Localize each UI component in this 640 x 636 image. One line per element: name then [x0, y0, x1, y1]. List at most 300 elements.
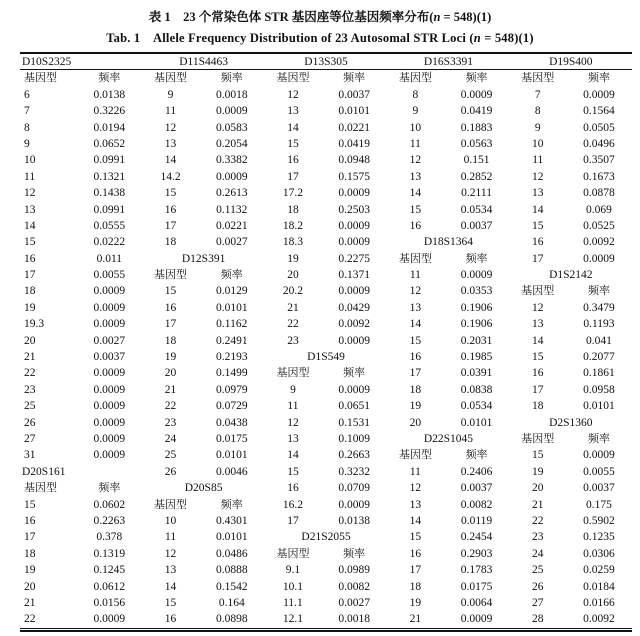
table-row [20, 283, 632, 299]
frequency-cell: 0.2263 [93, 514, 126, 527]
column-group-3 [387, 333, 509, 349]
genotype-cell: 25 [24, 400, 36, 413]
frequency-cell: 0.164 [218, 596, 245, 609]
genotype-cell: 15 [164, 596, 177, 609]
column-group-2 [265, 87, 387, 103]
table-row [20, 611, 632, 627]
column-group-2 [265, 218, 387, 234]
frequency-cell: 0.1542 [215, 580, 248, 593]
genotype-cell: 18 [164, 334, 177, 347]
column-group-0 [20, 447, 142, 463]
column-group-4 [510, 562, 632, 578]
frequency-cell: 0.1009 [338, 432, 370, 445]
frequency-header: 频率 [465, 252, 488, 265]
frequency-cell: 0.0602 [93, 498, 126, 511]
genotype-cell: 22 [24, 613, 36, 626]
genotype-cell: 15 [24, 236, 36, 249]
genotype-cell: 22 [164, 400, 177, 413]
frequency-cell: 0.0037 [583, 482, 615, 495]
genotype-cell: 27 [532, 596, 544, 609]
table-bottom-rule [20, 628, 632, 632]
locus-name: D20S161 [22, 465, 66, 478]
column-group-2 [265, 70, 387, 86]
column-group-3 [387, 546, 509, 562]
column-group-2 [265, 169, 387, 185]
genotype-cell: 10 [532, 137, 544, 150]
column-group-1 [142, 398, 264, 414]
genotype-header: 基因型 [24, 482, 57, 495]
frequency-cell: 0.0009 [215, 170, 248, 183]
genotype-cell: 14 [24, 219, 36, 232]
column-group-0 [20, 415, 142, 431]
genotype-cell: 24 [532, 547, 544, 560]
genotype-cell: 18 [164, 236, 177, 249]
column-group-4 [510, 251, 632, 267]
genotype-cell: 20 [409, 416, 422, 429]
frequency-cell: 0.041 [586, 334, 612, 347]
genotype-cell: 13 [287, 105, 299, 118]
locus-name: D21S2055 [301, 531, 351, 544]
genotype-cell: 10.1 [282, 580, 304, 593]
table-row [20, 562, 632, 578]
column-group-3 [387, 579, 509, 595]
frequency-cell: 0.0018 [215, 88, 248, 101]
genotype-cell: 16 [164, 613, 177, 626]
genotype-cell: 9 [290, 383, 296, 396]
table-row [20, 70, 632, 86]
frequency-cell: 0.378 [96, 531, 123, 544]
genotype-cell: 14 [287, 121, 299, 134]
frequency-cell: 0.1193 [583, 318, 615, 331]
frequency-cell: 0.4301 [215, 514, 248, 527]
genotype-cell: 17 [532, 252, 544, 265]
column-group-4 [510, 185, 632, 201]
frequency-cell: 0.1985 [460, 351, 493, 364]
genotype-cell: 31 [24, 449, 36, 462]
column-group-3 [387, 513, 509, 529]
locus-name: D1S2142 [549, 269, 593, 282]
locus-name: D12S391 [181, 252, 226, 265]
column-group-1 [142, 103, 264, 119]
frequency-cell: 0.0175 [215, 432, 248, 445]
column-group-0 [20, 202, 142, 218]
column-group-3 [387, 480, 509, 496]
frequency-cell: 0.0709 [338, 482, 370, 495]
column-group-3 [387, 234, 509, 250]
frequency-cell: 0.0979 [215, 383, 248, 396]
genotype-cell: 16 [409, 219, 422, 232]
frequency-cell: 0.1235 [583, 531, 615, 544]
genotype-cell: 17 [24, 531, 36, 544]
column-group-2 [265, 382, 387, 398]
table-row [20, 300, 632, 316]
column-group-1 [142, 579, 264, 595]
locus-name: D1S549 [307, 351, 345, 364]
genotype-cell: 14.2 [160, 170, 181, 183]
column-group-3 [387, 120, 509, 136]
frequency-table [20, 52, 632, 632]
genotype-cell: 24 [164, 432, 177, 445]
genotype-cell: 21 [532, 498, 544, 511]
frequency-cell: 0.0009 [93, 367, 126, 380]
title-en-post: = 548)(1) [480, 31, 534, 45]
column-group-3 [387, 185, 509, 201]
genotype-cell: 14 [287, 449, 299, 462]
genotype-cell: 17 [409, 564, 422, 577]
frequency-cell: 0.0612 [93, 580, 126, 593]
genotype-cell: 12 [409, 154, 422, 167]
column-group-2 [265, 316, 387, 332]
genotype-cell: 10 [164, 514, 177, 527]
column-group-1 [142, 513, 264, 529]
column-group-1 [142, 349, 264, 365]
genotype-cell: 8 [534, 105, 541, 118]
locus-name: D22S1045 [423, 432, 474, 445]
column-group-0 [20, 316, 142, 332]
table-titles [0, 9, 640, 47]
column-group-0 [20, 497, 142, 513]
column-group-2 [265, 185, 387, 201]
genotype-cell: 11 [287, 400, 299, 413]
column-group-3 [387, 103, 509, 119]
genotype-cell: 18.3 [282, 236, 304, 249]
table-row [20, 251, 632, 267]
frequency-header: 频率 [587, 72, 610, 85]
frequency-cell: 0.0156 [93, 596, 126, 609]
locus-name: D19S400 [549, 56, 593, 68]
table-row [20, 202, 632, 218]
genotype-cell: 18 [24, 547, 36, 560]
column-group-3 [387, 349, 509, 365]
column-group-2 [265, 136, 387, 152]
column-group-4 [510, 529, 632, 545]
frequency-cell: 0.2054 [215, 137, 248, 150]
column-group-0 [20, 365, 142, 381]
table-row [20, 382, 632, 398]
column-group-0 [20, 546, 142, 562]
genotype-cell: 14 [532, 203, 544, 216]
column-group-2 [265, 365, 387, 381]
genotype-header: 基因型 [154, 498, 188, 511]
genotype-cell: 18 [409, 383, 422, 396]
frequency-cell: 0.0009 [583, 88, 615, 101]
frequency-cell: 0.0525 [583, 219, 615, 232]
genotype-cell: 14 [409, 187, 422, 200]
genotype-cell: 15 [24, 498, 36, 511]
genotype-cell: 22 [24, 367, 36, 380]
genotype-cell: 17 [287, 170, 299, 183]
frequency-cell: 0.3226 [93, 105, 126, 118]
genotype-cell: 21 [164, 383, 177, 396]
column-group-4 [510, 234, 632, 250]
frequency-header: 频率 [465, 72, 488, 85]
genotype-cell: 20 [164, 367, 177, 380]
column-group-1 [142, 611, 264, 627]
column-group-3 [387, 87, 509, 103]
column-group-2 [265, 447, 387, 463]
frequency-cell: 0.0391 [460, 367, 493, 380]
table-row [20, 529, 632, 545]
genotype-cell: 20.2 [282, 285, 304, 298]
column-group-1 [142, 595, 264, 611]
genotype-cell: 12 [409, 285, 422, 298]
frequency-cell: 0.0009 [460, 269, 493, 282]
column-group-1 [142, 283, 264, 299]
genotype-cell: 23 [532, 531, 544, 544]
frequency-cell: 0.1783 [460, 564, 493, 577]
frequency-cell: 0.1132 [216, 203, 248, 216]
column-group-0 [20, 562, 142, 578]
locus-name: D2S1360 [549, 416, 593, 429]
column-group-0 [20, 431, 142, 447]
column-group-4 [510, 70, 632, 86]
frequency-cell: 0.0948 [338, 154, 370, 167]
column-group-2 [265, 103, 387, 119]
frequency-cell: 0.0009 [338, 334, 370, 347]
table-row [20, 152, 632, 168]
genotype-cell: 13 [532, 187, 544, 200]
frequency-cell: 0.0898 [215, 613, 248, 626]
frequency-cell: 0.0101 [215, 531, 248, 544]
title-en-n: n [473, 31, 481, 45]
genotype-cell: 16 [287, 154, 299, 167]
genotype-cell: 13 [24, 203, 36, 216]
table-row [20, 415, 632, 431]
genotype-cell: 11 [409, 137, 421, 150]
frequency-cell: 0.0184 [583, 580, 615, 593]
table-row [20, 234, 632, 250]
column-group-3 [387, 300, 509, 316]
column-group-2 [265, 234, 387, 250]
genotype-cell: 22 [287, 318, 299, 331]
frequency-cell: 0.2503 [338, 203, 370, 216]
column-group-4 [510, 283, 632, 299]
column-group-3 [387, 529, 509, 545]
genotype-cell: 13 [287, 432, 299, 445]
genotype-cell: 17.2 [282, 187, 304, 200]
column-group-2 [265, 546, 387, 562]
frequency-cell: 0.0009 [338, 187, 370, 200]
genotype-cell: 12 [164, 547, 177, 560]
genotype-header: 基因型 [276, 367, 310, 380]
column-group-4 [510, 382, 632, 398]
frequency-cell: 0.0009 [583, 252, 615, 265]
column-group-3 [387, 136, 509, 152]
genotype-cell: 19 [164, 351, 177, 364]
genotype-cell: 22 [532, 514, 544, 527]
frequency-cell: 0.1575 [338, 170, 370, 183]
column-group-1 [142, 136, 264, 152]
locus-name: D16S3391 [423, 56, 474, 68]
genotype-cell: 16 [164, 301, 177, 314]
frequency-header: 频率 [220, 72, 243, 85]
column-group-0 [20, 70, 142, 86]
frequency-cell: 0.0092 [583, 613, 615, 626]
frequency-cell: 0.0092 [583, 236, 615, 249]
frequency-cell: 0.1499 [215, 367, 248, 380]
column-group-0 [20, 513, 142, 529]
column-group-2 [265, 513, 387, 529]
table-row [20, 87, 632, 103]
column-group-4 [510, 480, 632, 496]
column-group-1 [142, 218, 264, 234]
column-group-4 [510, 579, 632, 595]
column-group-4 [510, 333, 632, 349]
frequency-cell: 0.0018 [338, 613, 370, 626]
genotype-cell: 15 [532, 351, 544, 364]
genotype-cell: 14 [532, 334, 544, 347]
column-group-4 [510, 218, 632, 234]
genotype-cell: 19 [409, 400, 422, 413]
genotype-cell: 13 [409, 301, 422, 314]
frequency-cell: 0.0166 [583, 596, 615, 609]
column-group-3 [387, 70, 509, 86]
genotype-cell: 15 [532, 449, 544, 462]
genotype-cell: 11 [532, 154, 544, 167]
column-group-0 [20, 103, 142, 119]
column-group-1 [142, 333, 264, 349]
frequency-cell: 0.0878 [583, 187, 615, 200]
genotype-cell: 16 [164, 203, 177, 216]
column-group-1 [142, 300, 264, 316]
frequency-cell: 0.0175 [460, 580, 493, 593]
column-group-4 [510, 136, 632, 152]
column-group-1 [142, 546, 264, 562]
genotype-cell: 18 [287, 203, 299, 216]
frequency-cell: 0.1564 [583, 105, 615, 118]
column-group-1 [142, 316, 264, 332]
table-row [20, 185, 632, 201]
genotype-cell: 13 [409, 498, 422, 511]
title-zh-post: = 548)(1) [440, 10, 492, 24]
column-group-2 [265, 333, 387, 349]
genotype-cell: 17 [532, 383, 544, 396]
genotype-cell: 26 [24, 416, 36, 429]
column-group-3 [387, 382, 509, 398]
locus-name: D13S305 [304, 56, 348, 68]
genotype-cell: 9.1 [285, 564, 301, 577]
column-group-1 [142, 169, 264, 185]
genotype-cell: 20 [532, 482, 544, 495]
frequency-header: 频率 [465, 449, 488, 462]
frequency-cell: 0.1162 [216, 318, 248, 331]
frequency-cell: 0.0438 [215, 416, 248, 429]
column-group-2 [265, 497, 387, 513]
column-group-0 [20, 185, 142, 201]
genotype-cell: 14 [164, 154, 177, 167]
genotype-cell: 12 [164, 121, 177, 134]
column-group-2 [265, 267, 387, 283]
column-group-4 [510, 464, 632, 480]
column-group-2 [265, 152, 387, 168]
frequency-cell: 0.2613 [215, 187, 248, 200]
table-title-zh [0, 9, 640, 26]
table-row [20, 267, 632, 283]
frequency-cell: 0.0009 [93, 383, 126, 396]
genotype-cell: 19 [24, 564, 36, 577]
frequency-cell: 0.3507 [583, 154, 615, 167]
genotype-cell: 19 [287, 252, 299, 265]
column-group-1 [142, 70, 264, 86]
column-group-3 [387, 398, 509, 414]
frequency-cell: 0.0563 [460, 137, 493, 150]
genotype-header: 基因型 [398, 449, 432, 462]
table-row [20, 218, 632, 234]
genotype-cell: 8 [412, 88, 419, 101]
column-group-4 [510, 316, 632, 332]
frequency-header: 频率 [98, 72, 121, 85]
frequency-cell: 0.1321 [93, 170, 126, 183]
table-row [20, 431, 632, 447]
genotype-cell: 18 [532, 400, 544, 413]
column-group-0 [20, 382, 142, 398]
genotype-cell: 8 [24, 121, 30, 134]
column-group-4 [510, 202, 632, 218]
genotype-header: 基因型 [24, 72, 57, 85]
frequency-cell: 0.0353 [460, 285, 493, 298]
frequency-cell: 0.2852 [460, 170, 493, 183]
genotype-cell: 6 [24, 88, 30, 101]
frequency-cell: 0.1319 [93, 547, 126, 560]
frequency-cell: 0.1906 [460, 318, 493, 331]
column-group-1 [142, 87, 264, 103]
frequency-cell: 0.0064 [460, 596, 493, 609]
frequency-cell: 0.0082 [338, 580, 370, 593]
column-group-1 [142, 54, 264, 69]
genotype-cell: 16 [24, 252, 36, 265]
frequency-cell: 0.0194 [93, 121, 126, 134]
frequency-cell: 0.2193 [215, 351, 248, 364]
frequency-cell: 0.069 [586, 203, 612, 216]
frequency-cell: 0.0009 [93, 318, 126, 331]
genotype-cell: 23 [24, 383, 36, 396]
column-group-1 [142, 497, 264, 513]
genotype-cell: 25 [164, 449, 177, 462]
frequency-cell: 0.0009 [93, 432, 126, 445]
frequency-cell: 0.0009 [460, 88, 493, 101]
column-group-0 [20, 218, 142, 234]
frequency-cell: 0.2275 [338, 252, 370, 265]
genotype-cell: 16 [24, 514, 36, 527]
column-group-4 [510, 152, 632, 168]
frequency-cell: 0.0729 [215, 400, 248, 413]
frequency-cell: 0.0222 [93, 236, 126, 249]
column-group-2 [265, 251, 387, 267]
frequency-cell: 0.0486 [215, 547, 248, 560]
column-group-1 [142, 152, 264, 168]
genotype-cell: 13 [164, 137, 177, 150]
table-row [20, 120, 632, 136]
column-group-4 [510, 103, 632, 119]
column-group-0 [20, 283, 142, 299]
genotype-cell: 14 [409, 514, 422, 527]
genotype-cell: 27 [24, 432, 36, 445]
genotype-cell: 21 [24, 596, 36, 609]
genotype-cell: 25 [532, 564, 544, 577]
genotype-header: 基因型 [276, 547, 310, 560]
table-row [20, 349, 632, 365]
frequency-cell: 0.2491 [215, 334, 248, 347]
column-group-0 [20, 234, 142, 250]
genotype-cell: 15 [164, 285, 177, 298]
frequency-cell: 0.2663 [338, 449, 370, 462]
genotype-cell: 11 [165, 105, 177, 118]
genotype-cell: 12 [287, 88, 299, 101]
table-row [20, 595, 632, 611]
frequency-header: 频率 [587, 432, 610, 445]
column-group-2 [265, 529, 387, 545]
frequency-cell: 0.0009 [338, 285, 370, 298]
